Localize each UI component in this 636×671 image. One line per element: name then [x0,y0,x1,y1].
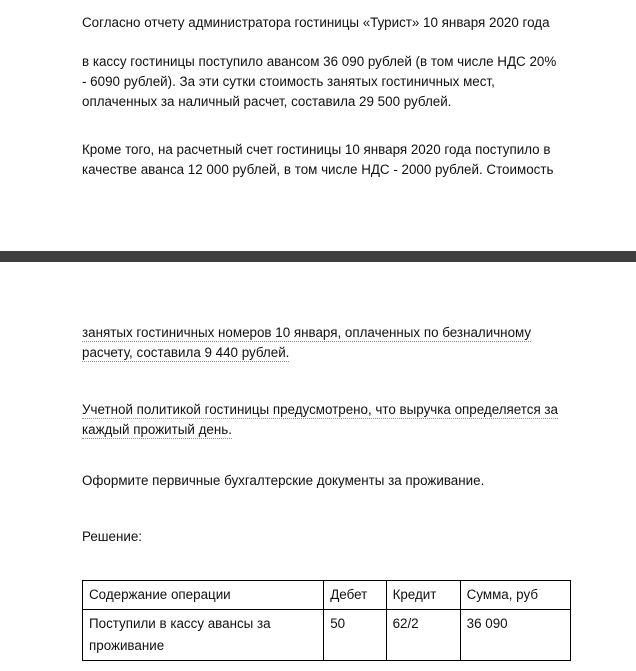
cell-amount: 36 090 [460,610,570,661]
operations-table [82,580,571,661]
solution-label [82,527,282,547]
solution-label-text: Решение: [82,529,143,544]
task-text: Оформите первичные бухгалтерские документы за проживание. [82,473,485,488]
document-page-bottom [0,262,636,671]
intro-text: Согласно отчету администратора гостиницы «Турист» 10 января 2020 года [82,15,550,30]
cash-advance-line-3: оплаченных за наличный расчет, составила 29 500 рублей. [82,94,452,109]
paragraph-intro [82,13,582,33]
cell-credit: 62/2 [386,610,460,661]
paragraph-bank-advance [82,140,582,180]
bank-advance-line-2: качестве аванса 12 000 рублей, в том числе НДС - 2000 рублей. Стоимость [82,162,554,177]
paragraph-cashless-cost [82,323,582,363]
cash-advance-line-2: - 6090 рублей). За эти сутки стоимость занятых гостиничных мест, [82,74,495,89]
header-operation: Содержание операции [83,581,324,610]
document-page-top [0,0,636,251]
paragraph-accounting-policy [82,400,602,440]
bank-advance-line-1: Кроме того, на расчетный счет гостиницы 10 января 2020 года поступило в [82,142,551,157]
accounting-policy-line-2: каждый прожитый день. [82,422,232,437]
page-separator [0,251,636,262]
cell-debit: 50 [324,610,386,661]
cash-advance-line-1: в кассу гостиницы поступило авансом 36 090 рублей (в том числе НДС 20% [82,54,557,69]
table-header-row [83,581,571,610]
header-debit: Дебет [324,581,386,610]
header-amount: Сумма, руб [460,581,570,610]
cashless-cost-line-2: расчету, составила 9 440 рублей. [82,345,290,360]
cell-operation: Поступили в кассу авансы за проживание [83,610,324,661]
header-credit: Кредит [386,581,460,610]
paragraph-task [82,471,582,491]
accounting-policy-line-1: Учетной политикой гостиницы предусмотрено, что выручка определяется за [82,402,559,417]
cashless-cost-line-1: занятых гостиничных номеров 10 января, оплаченных по безналичному [82,325,532,340]
table-row [83,610,571,661]
paragraph-cash-advance [82,52,578,112]
